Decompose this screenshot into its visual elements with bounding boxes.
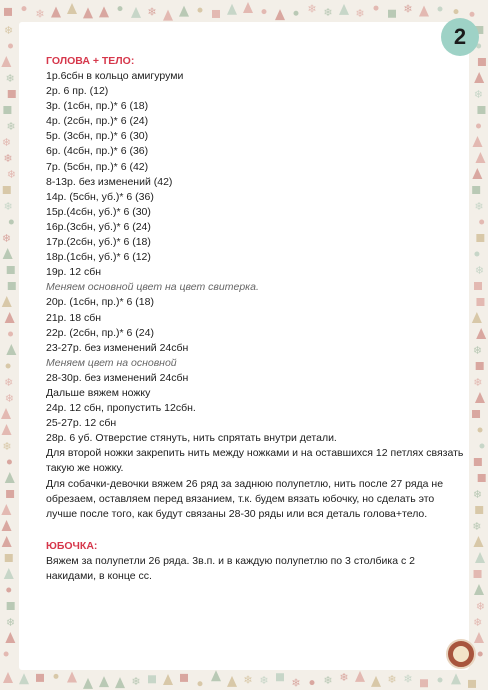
snowflake-icon: ❄ [147, 6, 157, 19]
gift-icon [475, 506, 483, 514]
instruction-line: 17р.(2сбн, уб.)* 6 (18) [46, 236, 151, 249]
star-icon [479, 220, 484, 225]
instruction-line: 3р. (1сбн, пр.)* 6 (18) [46, 100, 149, 113]
snowflake-icon: ❄ [291, 677, 301, 690]
snowflake-icon: ❄ [403, 673, 413, 686]
snowflake-icon: ❄ [243, 674, 253, 687]
instruction-line: 28р. 6 уб. Отверстие стянуть, нить спрятать внутри детали. [46, 432, 337, 445]
snowflake-icon: ❄ [1, 137, 12, 149]
star-icon [118, 6, 123, 11]
snowflake-icon: ❄ [6, 121, 16, 133]
snowflake-icon: ❄ [387, 673, 397, 686]
snowflake-icon: ❄ [472, 489, 483, 501]
star-icon [474, 252, 479, 257]
star-icon [478, 428, 483, 433]
section-skirt [46, 539, 466, 584]
instruction-list [46, 69, 466, 522]
gift-icon [476, 234, 484, 242]
snowflake-icon: ❄ [259, 674, 269, 687]
snowflake-icon: ❄ [323, 674, 333, 687]
snowflake-icon: ❄ [475, 601, 485, 613]
instruction-note: Меняем цвет на основной [46, 356, 177, 369]
instruction-line: 24р. 12 сбн, пропустить 12сбн. [46, 402, 196, 415]
snowflake-icon: ❄ [4, 25, 14, 37]
snowflake-icon: ❄ [4, 377, 14, 389]
star-icon [262, 9, 267, 14]
gift-icon [8, 282, 16, 290]
pattern-content [46, 54, 466, 584]
instruction-line: 7р. (5сбн, пр.)* 6 (42) [46, 160, 149, 173]
instruction-line: 28-30р. без изменений 24сбн [46, 371, 189, 384]
gift-icon [276, 673, 284, 681]
star-icon [374, 6, 379, 11]
star-icon [198, 681, 203, 686]
gift-icon [474, 282, 482, 290]
instruction-line: Вяжем за полупетли 26 ряда. 3в.п. и в каждую полупетлю по 3 столбика с 2 накидами, в конце сс. [46, 554, 415, 582]
instruction-line: 15р.(4сбн, уб.)* 6 (30) [46, 205, 151, 218]
star-icon [22, 6, 27, 11]
snowflake-icon: ❄ [323, 6, 333, 19]
snowflake-icon: ❄ [472, 345, 483, 357]
gift-icon [6, 490, 14, 498]
instruction-line: 6р. (4сбн, пр.)* 6 (36) [46, 145, 149, 158]
gift-icon [8, 90, 16, 98]
star-icon [438, 677, 443, 682]
star-icon [476, 124, 481, 129]
snowflake-icon: ❄ [4, 393, 15, 405]
instruction-line: Дальше вяжем ножку [46, 386, 151, 399]
snowflake-icon: ❄ [1, 233, 12, 245]
snowflake-icon: ❄ [307, 3, 317, 16]
gift-icon [472, 410, 480, 418]
instruction-line: Для второй ножки закрепить нить между ножками и на оставшихся 12 петлях связать такую же ножку. [46, 447, 464, 475]
snowflake-icon: ❄ [6, 169, 17, 181]
star-icon [8, 332, 13, 337]
snowflake-icon: ❄ [5, 73, 15, 85]
snowflake-icon: ❄ [473, 377, 483, 389]
star-icon [7, 460, 12, 465]
star-icon [470, 12, 475, 17]
gift-icon [476, 362, 484, 370]
instruction-line: 25-27р. 12 сбн [46, 417, 117, 430]
instruction-line: 8-13р. без изменений (42) [46, 175, 173, 188]
instruction-line: 1р.6сбн в кольцо амигуруми [46, 70, 184, 82]
snowflake-icon: ❄ [473, 89, 483, 101]
gift-icon [474, 458, 482, 466]
instruction-line: 5р. (3сбн, пр.)* 6 (30) [46, 130, 149, 143]
section-heading: ГОЛОВА + ТЕЛО: [46, 55, 135, 67]
gift-icon [148, 675, 156, 683]
instruction-line: 14р. (5сбн, уб.)* 6 (36) [46, 190, 154, 203]
instruction-line: 4р. (2сбн, пр.)* 6 (24) [46, 115, 149, 128]
snowflake-icon: ❄ [339, 672, 349, 685]
instruction-line: 18р.(1сбн, уб.)* 6 (12) [46, 251, 151, 264]
snowflake-icon: ❄ [2, 441, 12, 453]
snowflake-icon: ❄ [131, 676, 141, 689]
section-heading: ЮБОЧКА: [46, 539, 98, 552]
instruction-line: 20р. (1сбн, пр.)* 6 (18) [46, 296, 154, 309]
instruction-line: 2р. 6 пр. (12) [46, 85, 109, 98]
star-icon [6, 364, 11, 369]
snowflake-icon: ❄ [35, 8, 45, 21]
gift-icon [477, 106, 485, 114]
gift-icon [388, 10, 396, 18]
instruction-line: Для собачки-девочки вяжем 26 ряд за заднюю полупетлю, нить после 27 ряда не обрезаем, оставляем перед вязанием, т.к. будем вязать юбочку, но сделать это лучше после того, как будут связаны 28-30 ряды или вся деталь голова+тело. [46, 477, 444, 520]
instruction-line: 22р. (2сбн, пр.)* 6 (24) [46, 326, 154, 339]
star-icon [8, 44, 13, 49]
snowflake-icon: ❄ [474, 201, 484, 213]
snowflake-icon: ❄ [403, 3, 413, 16]
instruction-list [46, 554, 466, 584]
gift-icon [36, 674, 44, 682]
gift-icon [7, 266, 15, 274]
snowflake-icon: ❄ [3, 201, 13, 213]
star-icon [310, 680, 315, 685]
star-icon [438, 6, 443, 11]
star-icon [4, 652, 9, 657]
snowflake-icon: ❄ [5, 617, 16, 629]
star-icon [478, 652, 483, 657]
star-icon [9, 220, 14, 225]
star-icon [6, 588, 11, 593]
section-head-body [46, 54, 466, 522]
gift-icon [420, 679, 428, 687]
gift-icon [478, 474, 486, 482]
gift-icon [472, 186, 480, 194]
snowflake-icon: ❄ [473, 617, 483, 629]
gift-icon [474, 570, 482, 578]
gift-icon [3, 106, 11, 114]
star-icon [198, 8, 203, 13]
snowflake-icon: ❄ [472, 521, 482, 533]
gift-icon [476, 298, 484, 306]
instruction-line: 23-27р. без изменений 24сбн [46, 341, 189, 354]
page-number-badge: 2 [441, 18, 479, 56]
instruction-line: 19р. 12 сбн [46, 266, 102, 279]
snowflake-icon: ❄ [355, 7, 365, 20]
gift-icon [7, 602, 15, 610]
instruction-note: Меняем основной цвет на цвет свитерка. [46, 281, 259, 294]
star-icon [54, 674, 59, 679]
gift-icon [180, 674, 188, 682]
brand-logo [446, 639, 476, 669]
snowflake-icon: ❄ [474, 265, 485, 277]
gift-icon [3, 186, 11, 194]
instruction-line: 21р. 18 сбн [46, 311, 102, 324]
star-icon [479, 444, 484, 449]
gift-icon [468, 680, 476, 688]
snowflake-icon: ❄ [3, 153, 13, 165]
gift-icon [212, 10, 220, 18]
gift-icon [4, 8, 12, 16]
star-icon [454, 9, 459, 14]
gift-icon [478, 58, 486, 66]
star-icon [294, 11, 299, 16]
gift-icon [5, 554, 13, 562]
instruction-line: 16р.(3сбн, уб.)* 6 (24) [46, 220, 151, 233]
